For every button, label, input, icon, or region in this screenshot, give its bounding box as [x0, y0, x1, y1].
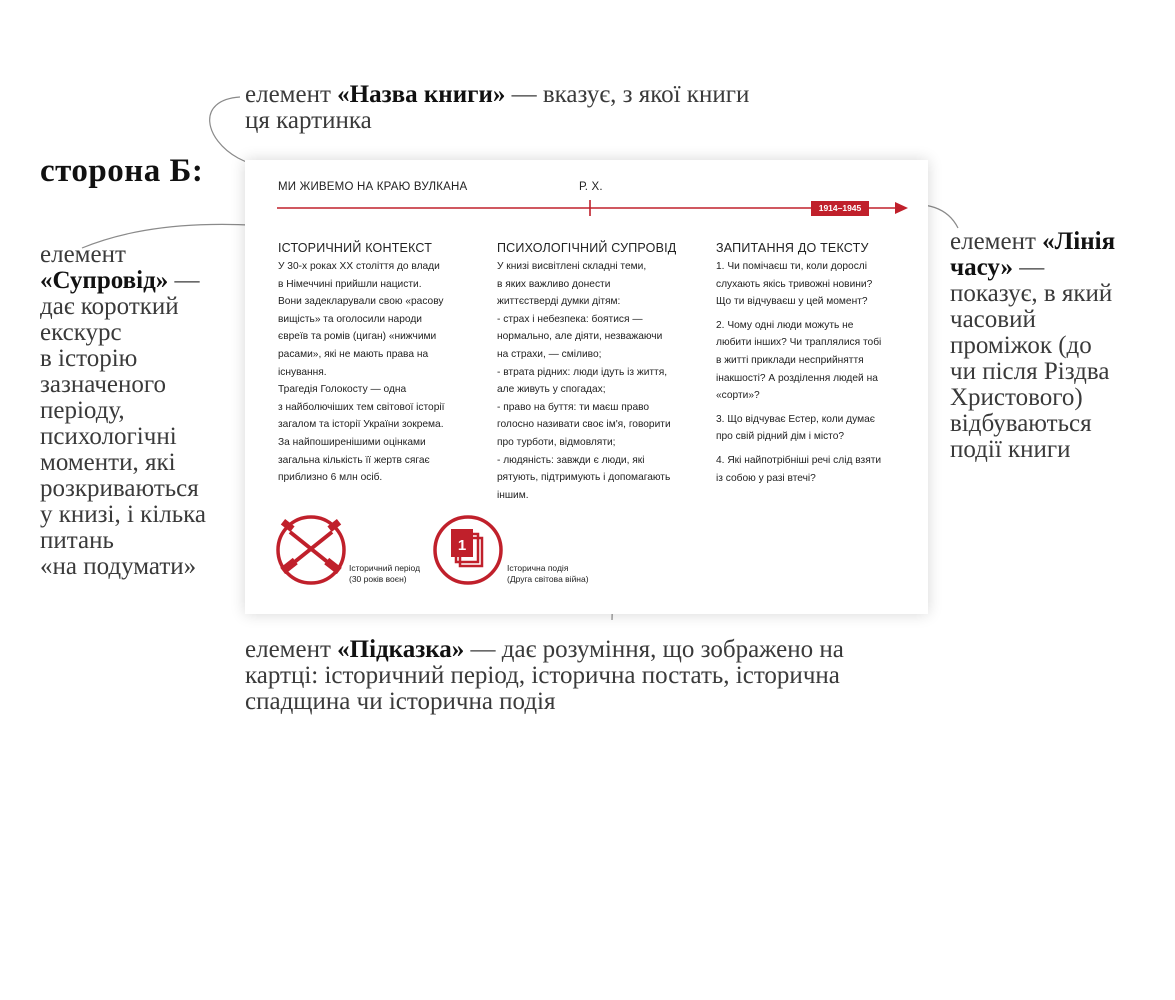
column-title: ЗАПИТАННЯ ДО ТЕКСТУ	[716, 241, 869, 255]
annotation-element-name: часу»	[950, 254, 1013, 281]
annotation-support	[40, 242, 240, 580]
paragraph: У книзі висвітлені складні теми, в яких важливо донести життєстверді думки дітям: - страх і небезпека: боятися — нормально, але діяти, незважаючи на страхи, — сміливо; - втрата рідних: люди ідуть із життя, але живуть у спогадах; - право на буття: ти маєш право голосно називати своє ім'я, говорити про турботи, відмовляти; - людяність: завжди є люди, які рятують, підтримують і допомагають іншим.	[497, 261, 671, 501]
annotation-hint	[245, 637, 945, 715]
side-title: сторона Б:	[40, 153, 204, 189]
annotation-book-title	[245, 82, 805, 134]
annotation-text: показує, в який часовий проміжок (до чи після Різдва Христового) відбуваються події книги	[950, 280, 1113, 463]
hint-label-event: Історична подія (Друга світова війна)	[507, 563, 589, 584]
annotation-prefix: елемент	[245, 81, 338, 108]
paragraph: У 30-х роках XX століття до влади в Німеччині прийшли нацисти. Вони задекларували свою «расову вищість» та оголосили народи євреїв та ромів (циган) «нижчими расами», які не мають права на існування.	[278, 261, 444, 378]
hint-label-period: Історичний період (30 років воєн)	[349, 563, 421, 584]
annotation-prefix: елемент	[40, 241, 126, 268]
event-card-number: 1	[457, 537, 467, 554]
card-side-b	[245, 160, 928, 614]
annotation-prefix: елемент	[950, 228, 1043, 255]
hint-icons	[245, 160, 928, 614]
column-title: ПСИХОЛОГІЧНИЙ СУПРОВІД	[497, 241, 677, 255]
paragraph: Трагедія Голокосту — одна з найболючіших тем світової історії загалом та історії України зокрема. За найпоширенішими оцінками загальна кількість її жертв сягає приблизно 6 млн осіб.	[278, 384, 445, 484]
annotation-element-name: «Назва книги»	[337, 81, 506, 108]
annotation-element-name: «Лінія	[1042, 228, 1116, 255]
annotation-text: — вказує, з якої книги	[505, 81, 750, 108]
annotation-prefix: елемент	[245, 636, 338, 663]
event-cards-icon	[435, 517, 501, 583]
question: 3. Що відчуває Естер, коли думає про свій рідний дім і місто?	[716, 413, 875, 443]
column-title: ІСТОРИЧНИЙ КОНТЕКСТ	[278, 241, 433, 255]
book-name: МИ ЖИВЕМО НА КРАЮ ВУЛКАНА	[278, 181, 468, 193]
annotation-text: —	[168, 267, 200, 294]
date-range-badge: 1914–1945	[811, 201, 869, 216]
christ-marker-label: Р. Х.	[579, 181, 603, 193]
annotation-text: спадщина чи історична подія	[245, 688, 556, 715]
annotation-text: —	[1013, 254, 1045, 281]
annotation-text: — дає розуміння, що зображено на	[464, 636, 844, 663]
annotation-element-name: «Супровід»	[40, 267, 169, 294]
annotation-text: дає короткий екскурс в історію зазначеного періоду, психологічні моменти, які розкриваються у книзі, і кілька питань «на подумати»	[40, 293, 207, 580]
crossed-rifles-icon	[278, 517, 344, 583]
question: 2. Чому одні люди можуть не любити інших? Чи траплялися тобі в житті приклади несприйняття інакшості? А розділення людей на «сорти»?	[716, 319, 882, 402]
annotation-text: картці: історичний період, історична постать, історична	[245, 662, 840, 689]
annotation-text: ця картинка	[245, 107, 372, 134]
annotation-element-name: «Підказка»	[337, 636, 465, 663]
question: 1. Чи помічаєш ти, коли дорослі слухають якісь тривожні новини? Що ти відчуваєш у цей момент?	[716, 261, 873, 308]
annotation-timeline	[950, 229, 1150, 463]
question: 4. Які найпотрібніші речі слід взяти із собою у разі втечі?	[716, 454, 882, 484]
